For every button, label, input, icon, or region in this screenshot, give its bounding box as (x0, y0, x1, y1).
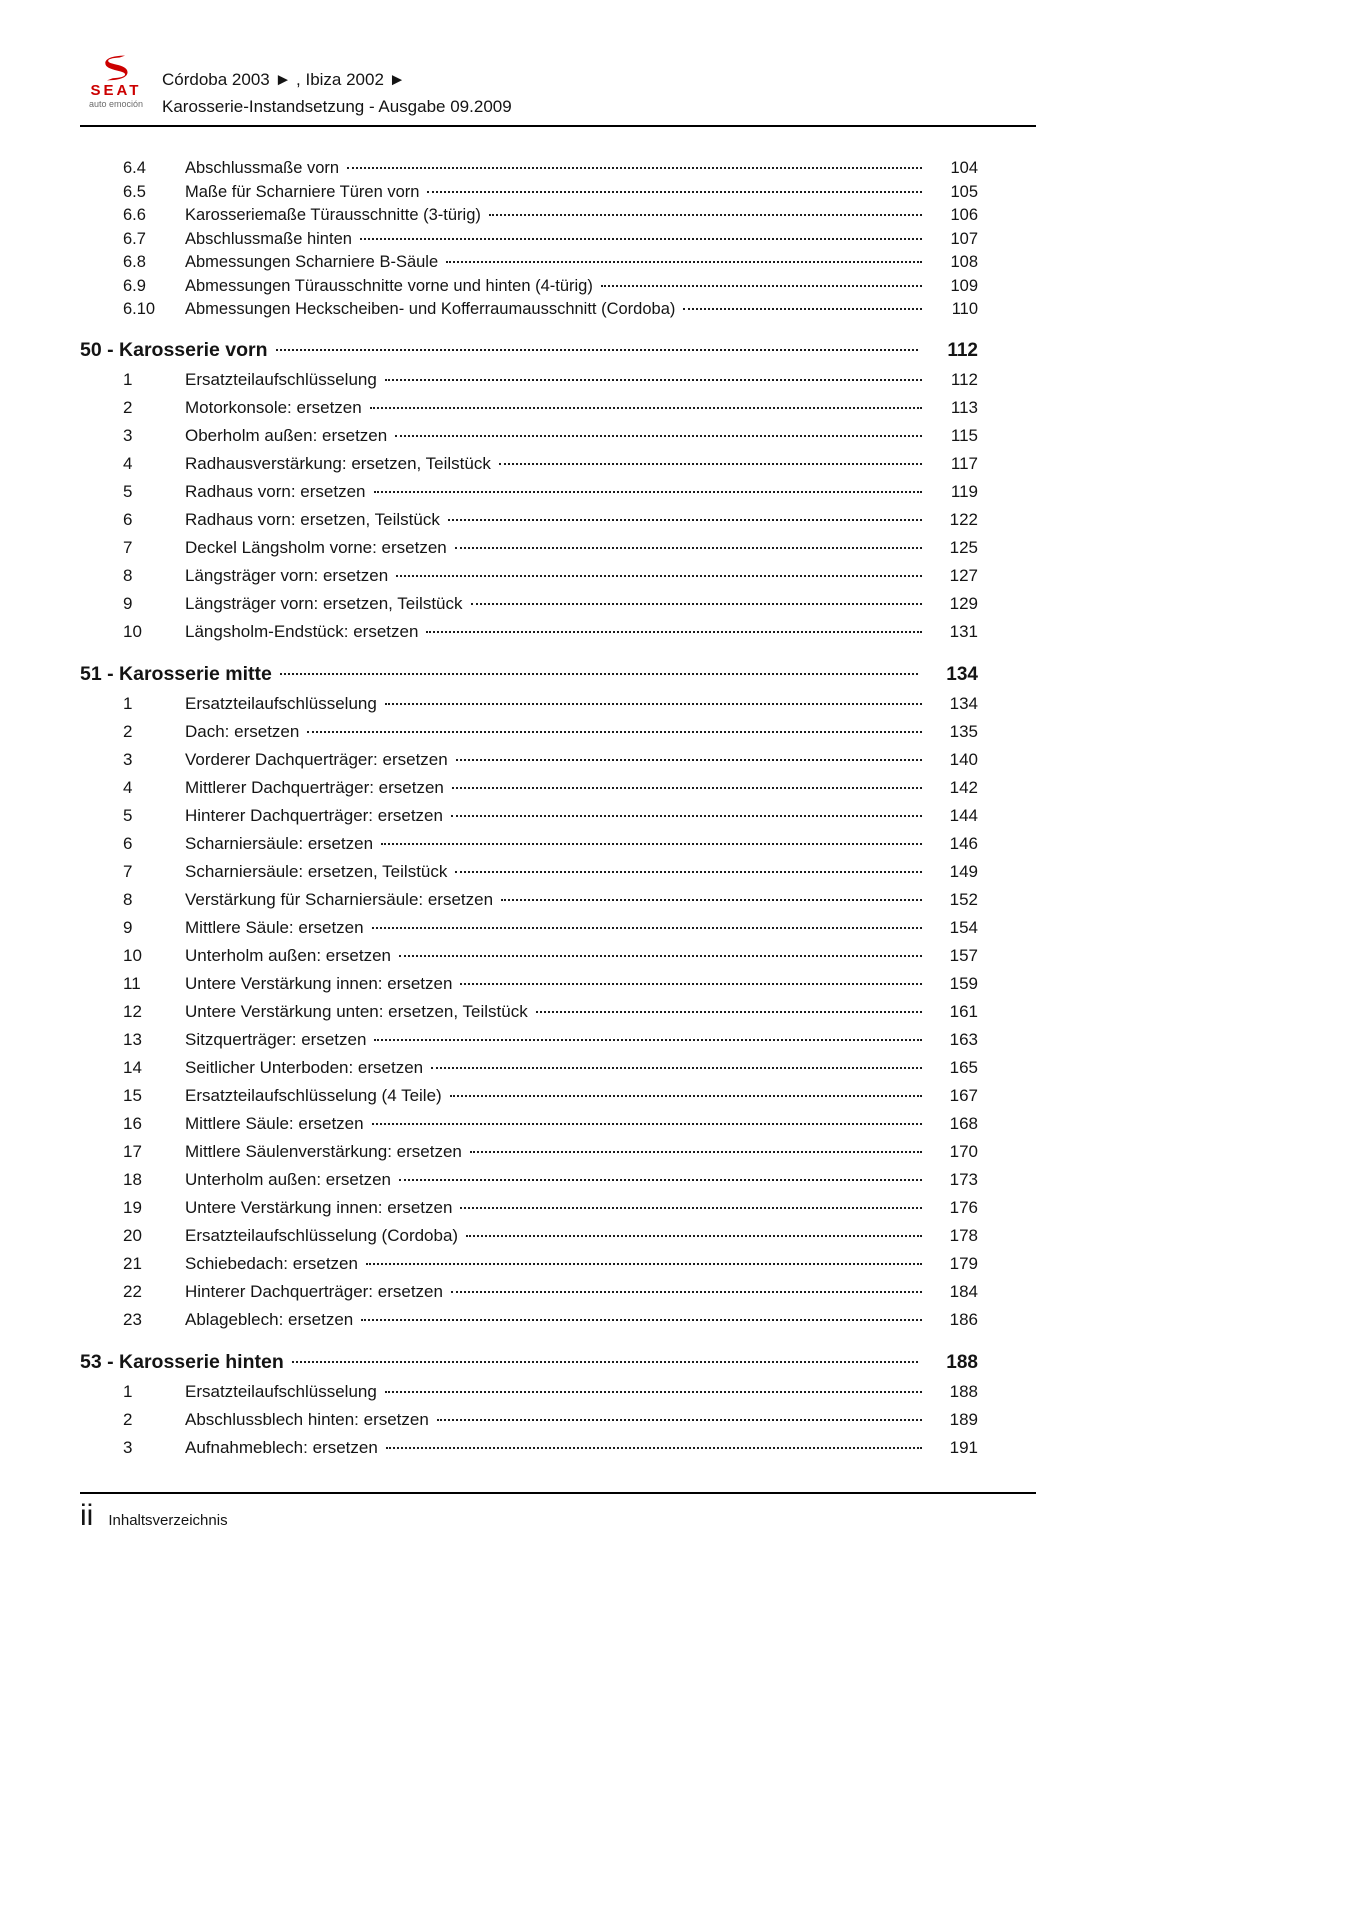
toc-section-title: 51 - Karosserie mitte (80, 662, 272, 685)
dot-leader (399, 1179, 922, 1181)
toc-entry-number: 21 (123, 1253, 142, 1273)
toc-entry-number: 8 (123, 889, 133, 909)
toc-entry-row[interactable] (80, 298, 1036, 322)
toc-entry-number: 6.10 (123, 300, 156, 318)
toc-entry-page: 113 (950, 397, 978, 417)
footer-section-label: Inhaltsverzeichnis (108, 1512, 228, 1529)
toc-entry-page: 112 (950, 369, 978, 389)
toc-section-page: 112 (947, 339, 978, 361)
toc-entry-label: Längsholm-Endstück: ersetzen (185, 621, 419, 641)
toc-entry-number: 18 (123, 1169, 142, 1189)
toc-entry-number: 6.8 (123, 253, 146, 271)
toc-entry-row[interactable] (80, 1026, 1036, 1054)
page-header (80, 0, 1036, 120)
toc-entry-number: 9 (123, 917, 133, 937)
toc-entry-number: 2 (123, 1409, 133, 1429)
toc-entry-page: 165 (949, 1057, 978, 1077)
dot-leader (292, 1361, 918, 1363)
dot-leader (683, 308, 922, 310)
toc (80, 157, 1036, 1462)
toc-entry-row[interactable] (80, 1250, 1036, 1278)
toc-entry-row[interactable] (80, 506, 1036, 534)
toc-section-heading-row[interactable] (80, 1347, 1036, 1378)
toc-entry-number: 12 (123, 1001, 142, 1021)
dot-leader (446, 261, 922, 263)
toc-entry-page: 176 (949, 1197, 978, 1217)
toc-entry-number: 6.5 (123, 182, 146, 201)
toc-group (80, 659, 1036, 1334)
toc-entry-label: Hinterer Dachquerträger: ersetzen (185, 805, 443, 825)
toc-entry-page: 161 (949, 1001, 978, 1021)
toc-entry-label: Scharniersäule: ersetzen (185, 833, 374, 853)
toc-entry-page: 189 (949, 1409, 978, 1429)
dot-leader (307, 731, 922, 733)
toc-entry-page: 134 (949, 693, 978, 713)
toc-entry-number: 16 (123, 1113, 142, 1133)
toc-section-title: 50 - Karosserie vorn (80, 338, 268, 361)
toc-entry-row[interactable] (80, 886, 1036, 914)
toc-entry-label: Aufnahmeblech: ersetzen (185, 1437, 378, 1457)
toc-entry-label: Motorkonsole: ersetzen (185, 397, 362, 417)
toc-entry-label: Scharniersäule: ersetzen, Teilstück (185, 861, 448, 881)
toc-entry-number: 13 (123, 1029, 142, 1049)
toc-entry-label: Untere Verstärkung unten: ersetzen, Teilstück (185, 1001, 528, 1021)
dot-leader (372, 1123, 922, 1125)
toc-entry-row[interactable] (80, 1194, 1036, 1222)
dot-leader (431, 1067, 922, 1069)
dot-leader (374, 491, 923, 493)
toc-entry-label: Karosseriemaße Türausschnitte (3-türig) (185, 206, 481, 224)
dot-leader (372, 927, 922, 929)
toc-entry-label: Ersatzteilaufschlüsselung (Cordoba) (185, 1225, 459, 1245)
toc-entry-page: 186 (949, 1309, 978, 1329)
toc-entry-number: 6.7 (123, 229, 146, 248)
dot-leader (448, 519, 922, 521)
toc-entry-row[interactable] (80, 618, 1036, 646)
toc-entry-row[interactable] (80, 1306, 1036, 1334)
toc-entry-number: 7 (123, 537, 133, 557)
toc-entry-number: 1 (123, 1381, 133, 1401)
dot-leader (437, 1419, 922, 1421)
toc-entry-row[interactable] (80, 275, 1036, 299)
toc-entry-row[interactable] (80, 942, 1036, 970)
toc-entry-label: Abschlussmaße vorn (185, 159, 340, 177)
toc-entry-page: 184 (949, 1281, 978, 1301)
toc-entry-page: 127 (949, 565, 978, 585)
toc-entry-number: 20 (123, 1225, 142, 1245)
dot-leader (455, 871, 922, 873)
toc-entry-label: Längsträger vorn: ersetzen, Teilstück (185, 593, 463, 613)
toc-entry-number: 4 (123, 453, 133, 473)
dot-leader (471, 603, 923, 605)
toc-group (80, 1347, 1036, 1462)
seat-logo-wordmark: SEAT (90, 82, 142, 99)
toc-entry-label: Ersatzteilaufschlüsselung (185, 693, 377, 713)
toc-section-heading-row[interactable] (80, 335, 1036, 366)
toc-entry-row[interactable] (80, 1434, 1036, 1462)
dot-leader (374, 1039, 922, 1041)
toc-entry-row[interactable] (80, 590, 1036, 618)
toc-entry-label: Unterholm außen: ersetzen (185, 1169, 391, 1189)
toc-entry-page: 125 (949, 537, 978, 557)
toc-entry-page: 110 (951, 300, 978, 318)
dot-leader (370, 407, 922, 409)
dot-leader (489, 214, 922, 216)
toc-entry-row[interactable] (80, 204, 1036, 228)
toc-entry-number: 1 (123, 693, 133, 713)
toc-entry-page: 129 (949, 593, 978, 613)
dot-leader (381, 843, 922, 845)
toc-entry-number: 3 (123, 749, 133, 769)
toc-entry-label: Verstärkung für Scharniersäule: ersetzen (185, 889, 494, 909)
toc-entry-number: 23 (123, 1309, 142, 1329)
seat-logo-tagline: auto emoción (88, 99, 144, 109)
toc-entry-number: 22 (123, 1281, 142, 1301)
toc-entry-label: Mittlerer Dachquerträger: ersetzen (185, 777, 444, 797)
dot-leader (601, 285, 922, 287)
toc-entry-row[interactable] (80, 1406, 1036, 1434)
toc-entry-number: 17 (123, 1141, 142, 1161)
toc-entry-number: 19 (123, 1197, 142, 1217)
dot-leader (386, 1447, 922, 1449)
toc-entry-number: 10 (123, 945, 142, 965)
toc-entry-page: 154 (949, 917, 978, 937)
toc-entry-number: 4 (123, 777, 133, 797)
toc-entry-label: Ersatzteilaufschlüsselung (4 Teile) (185, 1085, 442, 1105)
page-content (80, 0, 1036, 1462)
toc-entry-label: Sitzquerträger: ersetzen (185, 1029, 367, 1049)
toc-entry-label: Mittlere Säule: ersetzen (185, 1113, 364, 1133)
dot-leader (426, 631, 922, 633)
header-model-line: Córdoba 2003 ► , Ibiza 2002 ► (162, 70, 406, 89)
toc-entry-row[interactable] (80, 690, 1036, 718)
toc-entry-page: 104 (950, 159, 978, 177)
toc-entry-row[interactable] (80, 534, 1036, 562)
toc-entry-row[interactable] (80, 394, 1036, 422)
dot-leader (470, 1151, 922, 1153)
toc-entry-row[interactable] (80, 998, 1036, 1026)
toc-entry-label: Ersatzteilaufschlüsselung (185, 369, 377, 389)
toc-entry-number: 6 (123, 833, 133, 853)
toc-entry-number: 9 (123, 593, 133, 613)
toc-entry-page: 142 (949, 777, 978, 797)
toc-entry-label: Untere Verstärkung innen: ersetzen (185, 1197, 453, 1217)
toc-entry-page: 188 (949, 1381, 978, 1401)
dot-leader (280, 673, 918, 675)
toc-entry-number: 5 (123, 805, 133, 825)
dot-leader (385, 1391, 922, 1393)
dot-leader (360, 238, 922, 240)
toc-entry-label: Ersatzteilaufschlüsselung (185, 1381, 377, 1401)
dot-leader (536, 1011, 922, 1013)
toc-entry-number: 15 (123, 1085, 142, 1105)
toc-entry-label: Mittlere Säulenverstärkung: ersetzen (185, 1141, 462, 1161)
toc-entry-row[interactable] (80, 746, 1036, 774)
toc-entry-page: 122 (949, 509, 978, 529)
toc-entry-label: Radhaus vorn: ersetzen, Teilstück (185, 509, 440, 529)
toc-entry-label: Untere Verstärkung innen: ersetzen (185, 973, 453, 993)
toc-entry-page: 179 (949, 1253, 978, 1273)
header-document-line: Karosserie-Instandsetzung - Ausgabe 09.2009 (162, 97, 512, 116)
toc-entry-row[interactable] (80, 1110, 1036, 1138)
dot-leader (396, 575, 922, 577)
toc-entry-row[interactable] (80, 478, 1036, 506)
dot-leader (427, 191, 922, 193)
dot-leader (451, 815, 922, 817)
dot-leader (276, 349, 918, 351)
toc-entry-number: 6.6 (123, 206, 146, 224)
toc-entry-label: Ablageblech: ersetzen (185, 1309, 354, 1329)
toc-entry-number: 3 (123, 1437, 133, 1457)
dot-leader (455, 547, 922, 549)
toc-entry-row[interactable] (80, 914, 1036, 942)
toc-entry-page: 159 (949, 973, 978, 993)
toc-entry-row[interactable] (80, 858, 1036, 886)
toc-entry-page: 106 (950, 206, 978, 224)
toc-group (80, 157, 1036, 322)
toc-entry-row[interactable] (80, 1054, 1036, 1082)
toc-entry-label: Hinterer Dachquerträger: ersetzen (185, 1281, 443, 1301)
toc-entry-page: 170 (949, 1141, 978, 1161)
toc-entry-label: Maße für Scharniere Türen vorn (185, 182, 420, 201)
toc-entry-row[interactable] (80, 157, 1036, 181)
toc-entry-page: 152 (949, 889, 978, 909)
seat-s-emblem-icon (99, 54, 133, 82)
toc-entry-number: 8 (123, 565, 133, 585)
toc-group (80, 335, 1036, 646)
toc-entry-label: Vorderer Dachquerträger: ersetzen (185, 749, 448, 769)
toc-entry-row[interactable] (80, 228, 1036, 252)
toc-entry-page: 119 (950, 481, 978, 501)
toc-entry-label: Abmessungen Scharniere B-Säule (185, 253, 439, 271)
toc-entry-label: Schiebedach: ersetzen (185, 1253, 358, 1273)
toc-entry-label: Radhaus vorn: ersetzen (185, 481, 366, 501)
toc-entry-page: 168 (949, 1113, 978, 1133)
toc-entry-page: 149 (949, 861, 978, 881)
toc-entry-number: 10 (123, 621, 142, 641)
toc-entry-row[interactable] (80, 718, 1036, 746)
toc-entry-row[interactable] (80, 1222, 1036, 1250)
toc-entry-number: 3 (123, 425, 133, 445)
toc-entry-row[interactable] (80, 251, 1036, 275)
footer-row (80, 1499, 1036, 1533)
toc-entry-page: 115 (950, 425, 978, 445)
toc-entry-row[interactable] (80, 774, 1036, 802)
toc-entry-page: 144 (949, 805, 978, 825)
toc-section-page: 188 (946, 1351, 978, 1373)
toc-entry-number: 6.4 (123, 159, 146, 177)
dot-leader (466, 1235, 922, 1237)
toc-entry-page: 157 (949, 945, 978, 965)
header-text (162, 54, 512, 120)
toc-section-title: 53 - Karosserie hinten (80, 1350, 284, 1373)
page-footer (80, 1492, 1036, 1533)
toc-entry-page: 131 (949, 621, 978, 641)
toc-entry-page: 105 (950, 182, 978, 201)
toc-entry-row[interactable] (80, 1378, 1036, 1406)
toc-entry-row[interactable] (80, 970, 1036, 998)
toc-entry-row[interactable] (80, 422, 1036, 450)
dot-leader (451, 1291, 922, 1293)
toc-entry-number: 14 (123, 1057, 142, 1077)
toc-entry-row[interactable] (80, 802, 1036, 830)
dot-leader (395, 435, 922, 437)
toc-entry-label: Oberholm außen: ersetzen (185, 425, 388, 445)
toc-entry-page: 163 (949, 1029, 978, 1049)
dot-leader (501, 899, 922, 901)
toc-entry-label: Abmessungen Heckscheiben- und Kofferraumausschnitt (Cordoba) (185, 300, 676, 318)
toc-entry-number: 6 (123, 509, 133, 529)
toc-entry-number: 2 (123, 721, 133, 741)
toc-entry-row[interactable] (80, 830, 1036, 858)
toc-entry-page: 135 (949, 721, 978, 741)
toc-entry-row[interactable] (80, 450, 1036, 478)
toc-entry-row[interactable] (80, 1138, 1036, 1166)
dot-leader (385, 379, 922, 381)
header-rule (80, 125, 1036, 127)
toc-entry-label: Längsträger vorn: ersetzen (185, 565, 389, 585)
dot-leader (452, 787, 922, 789)
toc-entry-number: 5 (123, 481, 133, 501)
toc-entry-number: 11 (123, 973, 141, 993)
seat-logo (80, 54, 152, 110)
toc-entry-number: 7 (123, 861, 133, 881)
toc-entry-number: 1 (123, 369, 133, 389)
dot-leader (366, 1263, 922, 1265)
toc-entry-row[interactable] (80, 1166, 1036, 1194)
dot-leader (399, 955, 922, 957)
toc-entry-page: 108 (950, 253, 978, 271)
toc-entry-label: Radhausverstärkung: ersetzen, Teilstück (185, 453, 491, 473)
toc-entry-number: 2 (123, 397, 133, 417)
toc-entry-label: Deckel Längsholm vorne: ersetzen (185, 537, 447, 557)
toc-entry-label: Abmessungen Türausschnitte vorne und hinten (4-türig) (185, 276, 593, 295)
toc-section-page: 134 (946, 663, 978, 685)
toc-entry-page: 173 (949, 1169, 978, 1189)
toc-entry-page: 109 (950, 276, 978, 295)
toc-entry-label: Seitlicher Unterboden: ersetzen (185, 1057, 424, 1077)
toc-entry-page: 146 (949, 833, 978, 853)
toc-entry-page: 178 (949, 1225, 978, 1245)
toc-section-heading-row[interactable] (80, 659, 1036, 690)
toc-entry-label: Abschlussmaße hinten (185, 229, 352, 248)
toc-entry-row[interactable] (80, 181, 1036, 205)
toc-entry-label: Dach: ersetzen (185, 721, 300, 741)
toc-entry-row[interactable] (80, 562, 1036, 590)
dot-leader (347, 167, 922, 169)
toc-entry-page: 140 (949, 749, 978, 769)
toc-entry-number: 6.9 (123, 276, 146, 295)
dot-leader (385, 703, 922, 705)
dot-leader (361, 1319, 922, 1321)
dot-leader (456, 759, 922, 761)
toc-entry-label: Abschlussblech hinten: ersetzen (185, 1409, 429, 1429)
toc-entry-row[interactable] (80, 1278, 1036, 1306)
dot-leader (460, 1207, 922, 1209)
toc-entry-label: Unterholm außen: ersetzen (185, 945, 391, 965)
toc-entry-page: 117 (950, 453, 978, 473)
toc-entry-label: Mittlere Säule: ersetzen (185, 917, 364, 937)
toc-entry-row[interactable] (80, 366, 1036, 394)
toc-entry-row[interactable] (80, 1082, 1036, 1110)
dot-leader (460, 983, 922, 985)
toc-entry-page: 167 (949, 1085, 978, 1105)
dot-leader (499, 463, 922, 465)
footer-page-number: ii (80, 1499, 94, 1532)
toc-entry-page: 191 (949, 1437, 978, 1457)
dot-leader (450, 1095, 922, 1097)
toc-entry-page: 107 (950, 229, 978, 248)
footer-rule (80, 1492, 1036, 1494)
